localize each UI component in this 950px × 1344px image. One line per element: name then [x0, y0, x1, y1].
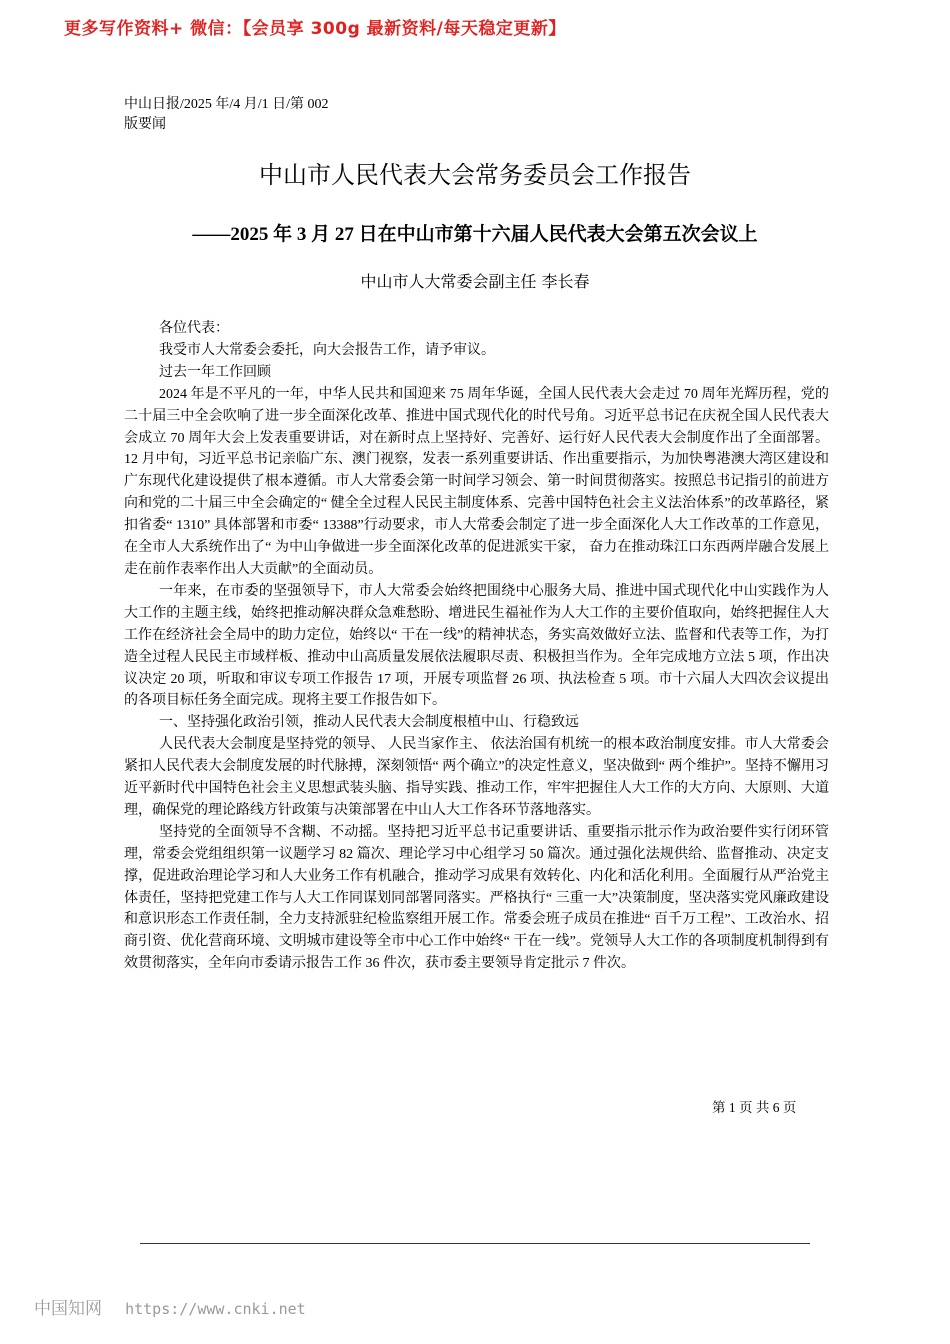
- document-author: 中山市人大常委会副主任 李长春: [360, 272, 590, 291]
- section-heading: 过去一年工作回顾: [159, 364, 271, 380]
- paragraph: 坚持党的全面领导不含糊、不动摇。坚持把习近平总书记重要讲话、重要指示批示作为政治要件实行闭环管理，常委会党组组织第一议题学习 82 篇次、理论学习中心组学习 50 篇次。通过强化法规供给、监督推动、决定支撑，促进政治理论学习和人大业务工作有机融合，推动学习成果有效转化、内化和活化利用。全面履行从严治党主体责任，坚持把党建工作与人大工作同谋划同部署同落实。严格执行“ 三重一大”决策制度，坚决落实党风廉政建设和意识形态工作责任制，全力支持派驻纪检监察组开展工作。常委会班子成员在推进“ 百千万工程”、工改治水、招商引资、优化营商环境、文明城市建设等全市中心工作中始终“ 干在一线”。党领导人大工作的各项制度机制得到有效贯彻落实，全年向市委请示报告工作 36 件次，获市委主要领导肯定批示 7 件次。: [124, 824, 829, 972]
- document-title: 中山市人民代表大会常务委员会工作报告: [259, 161, 691, 189]
- salutation: 各位代表：: [159, 321, 229, 336]
- promo-banner: 更多写作资料+ 微信：【会员享 300g 最新资料/每天稳定更新】: [64, 19, 566, 39]
- cnki-url: https://www.cnki.net: [125, 1300, 306, 1318]
- document-body: [124, 318, 829, 975]
- document-subtitle: ——2025 年 3 月 27 日在中山市第十六届人民代表大会第五次会议上: [192, 224, 758, 245]
- page-number: 第 1 页 共 6 页: [712, 1100, 797, 1115]
- paragraph: 2024 年是不平凡的一年，中华人民共和国迎来 75 周年华诞，全国人民代表大会走过 70 周年光辉历程，党的二十届三中全会吹响了进一步全面深化改革、推进中国式现代化的时代号角。习近平总书记在庆祝全国人民代表大会成立 70 周年大会上发表重要讲话，对在新时点上坚持好、完善好、运行好人民代表大会制度作出了全面部署。12 月中旬，习近平总书记亲临广东、澳门视察，发表一系列重要讲话、作出重要指示，为加快粤港澳大湾区建设和广东现代化建设提供了根本遵循。市人大常委会第一时间学习领会、第一时间贯彻落实。按照总书记指引的前进方向和党的二十届三中全会确定的“ 健全全过程人民民主制度体系、完善中国特色社会主义法治体系”的改革路径，紧扣省委“ 1310” 具体部署和市委“ 13388”行动要求，市人大常委会制定了进一步全面深化人大工作改革的工作意见，在全市人大系统作出了“ 为中山争做进一步全面深化改革的促进派实干家， 奋力在推动珠江口东西两岸融合发展上走在前作表率作出人大贡献”的全面动员。: [124, 386, 829, 577]
- footer-divider: [140, 1243, 810, 1244]
- source-line-2: 版要闻: [124, 117, 166, 132]
- section-heading: 一、坚持强化政治引领，推动人民代表大会制度根植中山、行稳致远: [159, 715, 579, 731]
- source-info: [124, 95, 329, 135]
- footer-watermark: [34, 1294, 306, 1319]
- paragraph: 我受市人大常委会委托，向大会报告工作，请予审议。: [159, 342, 495, 358]
- paragraph: 一年来，在市委的坚强领导下，市人大常委会始终把围绕中心服务大局、推进中国式现代化中山实践作为人大工作的主题主线，始终把推动解决群众急难愁盼、增进民生福祉作为人大工作的主要价值取向，始终把握住人大工作在经济社会全局中的助力定位，始终以“ 干在一线”的精神状态，务实高效做好立法、监督和代表等工作，为打造全过程人民民主市域样板、推动中山高质量发展依法履职尽责、积极担当作为。全年完成地方立法 5 项，作出决议决定 20 项，听取和审议专项工作报告 17 项，开展专项监督 26 项、执法检查 5 项。市十六届人大四次会议提出的各项目标任务全面完成。现将主要工作报告如下。: [124, 583, 829, 709]
- source-line-1: 中山日报/2025 年/4 月/1 日/第 002: [124, 97, 329, 112]
- cnki-logo-text: 中国知网: [34, 1299, 102, 1319]
- paragraph: 人民代表大会制度是坚持党的领导、 人民当家作主、 依法治国有机统一的根本政治制度安排。市人大常委会紧扣人民代表大会制度发展的时代脉搏，深刻领悟“ 两个确立”的决定性意义，坚决做到“ 两个维护”。坚持不懈用习近平新时代中国特色社会主义思想武装头脑、指导实践、推动工作，牢牢把握住人大工作的大方向、大原则、大道理，确保党的理论路线方针政策与决策部署在中山人大工作各环节落地落实。: [124, 737, 829, 818]
